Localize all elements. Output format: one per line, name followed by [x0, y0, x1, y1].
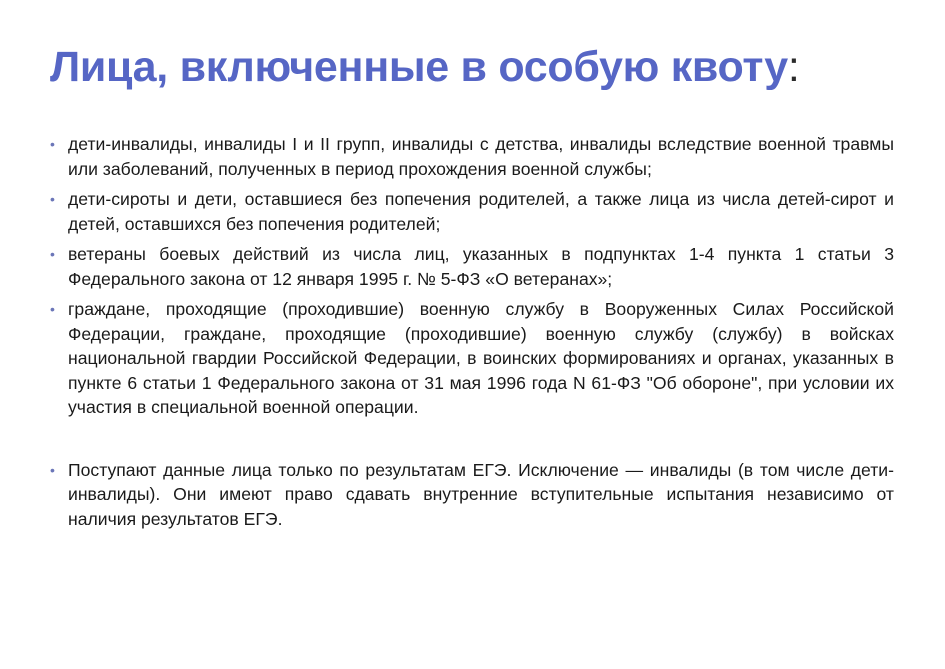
list-item — [42, 242, 894, 291]
bullet-icon: • — [50, 461, 55, 478]
bullet-icon: • — [50, 246, 55, 262]
list-item — [42, 187, 894, 236]
slide-title — [50, 36, 799, 98]
list-item-text: ветераны боевых действий из числа лиц, указанных в подпунктах 1-4 пункта 1 статьи 3 Федерального закона от 12 января 1995 г. № 5-ФЗ «О ветеранах»; — [68, 244, 894, 289]
list-item-text: граждане, проходящие (проходившие) военную службу в Вооруженных Силах Российской Федерации, граждане, проходящие (проходившие) военную службу (службу) в войсках национальной гвардии Российской Федерации, в воинских формированиях и органах, указанных в пункте 6 статьи 1 Федерального закона от 31 мая 1996 года N 61-ФЗ "Об обороне", при условии их участия в специальной военной операции. — [68, 299, 894, 417]
slide-title-text: Лица, включенные в особую квоту — [50, 43, 788, 91]
list-item-text: Поступают данные лица только по результатам ЕГЭ. Исключение — инвалиды (в том числе дети-инвалиды). Они имеют право сдавать внутренние вступительные испытания независимо от наличия результатов ЕГЭ. — [68, 459, 894, 529]
list-item-note — [42, 458, 894, 532]
list-item-text: дети-инвалиды, инвалиды I и II групп, инвалиды с детства, инвалиды вследствие военной травмы или заболеваний, полученных в период прохождения военной службы; — [68, 134, 894, 179]
list-item — [42, 297, 894, 420]
slide-title-colon: : — [787, 43, 800, 91]
bullet-icon: • — [50, 301, 55, 317]
bullet-icon: • — [50, 136, 55, 152]
quota-list — [42, 132, 894, 537]
list-item — [42, 132, 894, 181]
bullet-icon: • — [50, 191, 55, 207]
list-item-text: дети-сироты и дети, оставшиеся без попечения родителей, а также лица из числа детей-сирот и детей, оставшихся без попечения родителей; — [68, 189, 894, 234]
